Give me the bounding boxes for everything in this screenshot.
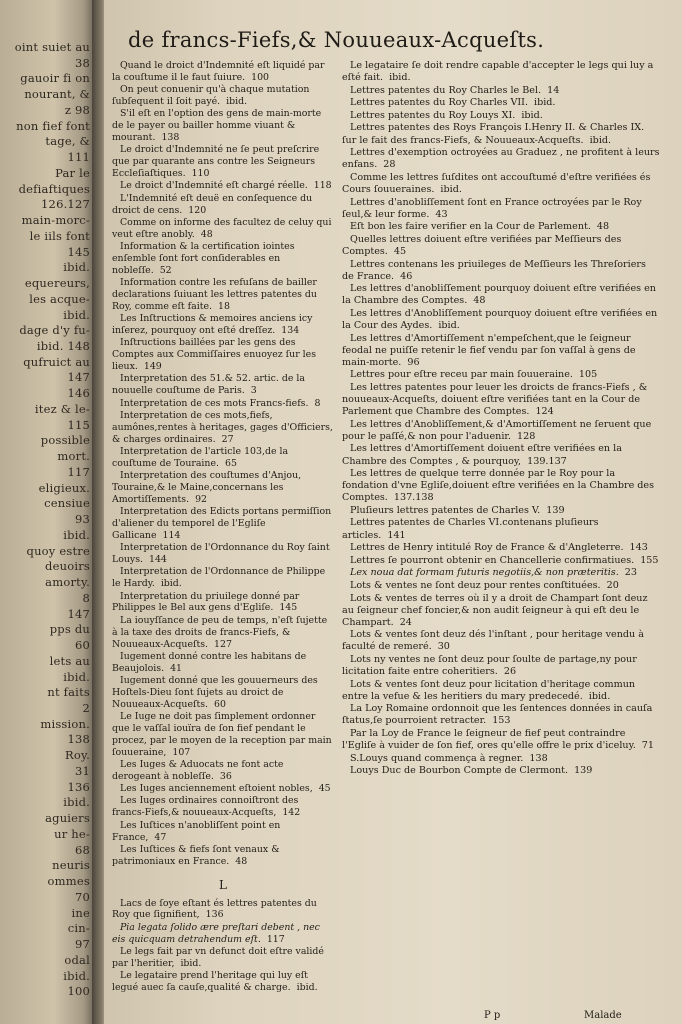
entry-text: Pia legata ſolido ære preſtari debent , nec eis quicquam detrahendum eſt. — [112, 921, 320, 945]
entry-text: Les lettres d'Anobliſſement,& d'Amortiſſement ne ſeruent que pour le paſſé,& non pour l'aduenir. — [342, 418, 652, 442]
entry-text: Lots & ventes ſont deuz pour licitation d'heritage commun entre la vefue & les heritiers du mary predecedé. — [342, 678, 636, 702]
entry-text: Information contre les refuſans de bailler declarations ſuiuant les lettres patentes du Roy, comme eſt faite. — [112, 277, 317, 312]
left-page-fragment: z 98 — [64, 103, 90, 117]
index-entry — [112, 277, 334, 313]
index-entry — [342, 369, 660, 381]
entry-text: Quand le droict d'Indemnité eſt liquidé par la couſtume il le faut ſuiure. — [112, 60, 325, 83]
index-entry — [342, 172, 660, 196]
entry-text: Les lettres d'Amortiſſement n'empeſchent,que le ſeigneur feodal ne puiſſe retenir le fief vendu par ſon vaſſal à gens de main-morte. — [342, 332, 636, 368]
left-page-fragment: eligieux. — [38, 481, 90, 495]
index-entry — [112, 795, 334, 819]
entry-page-ref: 43 — [435, 208, 448, 220]
entry-page-ref: 71 — [641, 740, 654, 752]
entry-page-ref: 138 — [161, 132, 180, 144]
entry-text: Les lettres patentes pour leuer les droicts de francs-Fiefs , & nouueaux-Acqueſts, doiuent eſtre verifiées tant en la Cour de Parlement que Chambre des Comptes. — [342, 381, 648, 418]
left-page-fragment: 145 — [67, 245, 90, 259]
left-page-fragment: 117 — [67, 465, 90, 479]
entry-page-ref: 36 — [219, 770, 232, 782]
right-page — [104, 0, 682, 1024]
left-page-fragment: 147 — [67, 370, 90, 384]
left-page-fragment: pps du — [49, 622, 90, 636]
left-page-fragment: dage d'y fu- — [19, 323, 90, 337]
index-entry — [342, 468, 660, 504]
left-page-fragment: 60 — [74, 638, 90, 652]
left-page-fragment: cin- — [67, 921, 90, 935]
entry-text: Les lettres d'Amortiſſement doiuent eſtre verifiées en la Chambre des Comptes , & pourquoy, — [342, 443, 622, 467]
entry-page-ref: 3 — [250, 385, 257, 397]
left-page-fragment: 8 — [82, 591, 90, 605]
entry-text: Comme on informe des facultez de celuy qui veut eſtre anobly. — [112, 216, 332, 240]
index-entry — [112, 844, 334, 868]
entry-page-ref: 153 — [492, 715, 511, 727]
index-entry — [112, 898, 334, 922]
entry-page-ref: 92 — [195, 493, 208, 505]
entry-page-ref: 48 — [200, 228, 213, 240]
index-entry — [112, 180, 334, 192]
index-entry — [112, 193, 334, 217]
entry-text: On peut conuenir qu'à chaque mutation ſubſequent il ſoit payé. — [112, 84, 310, 108]
index-entry — [112, 591, 334, 615]
left-page-fragment: censiue — [44, 496, 90, 510]
index-entry — [112, 84, 334, 108]
left-page-fragment: itez & le- — [34, 402, 90, 416]
entry-page-ref: 48 — [473, 295, 486, 307]
left-page-fragment: defiaftiques — [18, 182, 90, 196]
left-page-fragment: lets au — [49, 654, 90, 668]
entry-page-ref: 52 — [159, 264, 172, 276]
entry-text: Les Iuſtices n'anobliſſent point en France, — [112, 819, 281, 843]
entry-text: Interpretation de l'Ordonnance du Roy ſaint Louys. — [112, 542, 330, 566]
entry-text: Les lettres de quelque terre donnée par le Roy pour la fondation d'vne Egliſe,doiuent eſtre verifiées en la Chambre des Comptes. — [342, 468, 655, 504]
index-entry — [112, 217, 334, 241]
left-page-fragment: mort. — [57, 449, 90, 463]
entry-text: Interpretation de ces mots Francs-fiefs. — [120, 397, 309, 409]
left-page-fragment: ibid. 148 — [36, 339, 90, 353]
entry-text: Lettres ſe pourront obtenir en Chancellerie confirmatiues. — [350, 554, 635, 566]
left-page-fragment: 38 — [74, 56, 90, 70]
index-entry — [342, 110, 660, 122]
left-page-fragment: neuris — [52, 858, 90, 872]
entry-text: Lettres patentes de Charles VI.contenans pluſieurs articles. — [342, 517, 599, 541]
left-page-fragment: ommes — [47, 874, 90, 888]
entry-text: Pluſieurs lettres patentes de Charles V. — [350, 504, 541, 516]
entry-page-ref: 142 — [282, 807, 301, 819]
entry-page-ref: 48 — [235, 855, 248, 867]
index-entry — [342, 97, 660, 109]
left-page-fragment: possible — [40, 433, 90, 447]
entry-page-ref: 26 — [503, 666, 517, 678]
entry-page-ref: ibid. — [534, 97, 556, 109]
entry-text: S.Louys quand commença à regner. — [350, 752, 524, 764]
entry-page-ref: 149 — [143, 361, 162, 373]
index-entry — [342, 555, 660, 567]
left-page-fragment: 93 — [74, 512, 90, 526]
index-entry — [342, 542, 660, 554]
index-entry — [112, 108, 334, 144]
section-letter: L — [219, 877, 227, 892]
entry-page-ref: ibid. — [296, 981, 318, 993]
entry-text: Lettres patentes du Roy Louys XI. — [350, 109, 516, 121]
entry-page-ref: ibid. — [160, 578, 182, 590]
entry-text: Interpretation des 51.& 52. artic. de la nouuelle couſtume de Paris. — [112, 373, 305, 397]
left-page-fragment: 147 — [67, 607, 90, 621]
entry-page-ref: 141 — [387, 529, 406, 541]
entry-text: Le legs fait par vn defunct doit eſtre validé par l'heritier, — [112, 945, 324, 969]
entry-page-ref: 47 — [154, 831, 167, 843]
entry-page-ref: 48 — [596, 221, 610, 233]
entry-page-ref: ibid. — [389, 72, 411, 84]
entry-text: Quelles lettres doiuent eſtre verifiées par Meſſieurs des Comptes. — [342, 233, 622, 257]
left-page-fragment: ibid. — [63, 308, 90, 322]
left-page-fragment: ur he- — [54, 827, 90, 841]
left-page-fragment: 111 — [67, 150, 90, 164]
left-page-fragment: 68 — [74, 843, 90, 857]
entry-page-ref: ibid. — [226, 96, 248, 108]
entry-page-ref: 110 — [191, 168, 210, 180]
left-page-fragment: 115 — [67, 418, 90, 432]
index-entry — [112, 820, 334, 844]
entry-page-ref: 128 — [516, 430, 536, 442]
entry-page-ref: ibid. — [438, 319, 460, 331]
entry-text: Lex noua dat formam futuris negotiis,& non præteritis. — [350, 567, 619, 579]
entry-text: Lettres patentes du Roy Charles VII. — [350, 97, 529, 109]
left-page-fragment: 136 — [67, 780, 90, 794]
left-page-edge — [0, 0, 98, 1024]
index-entry — [342, 333, 660, 369]
entry-text: Lots & ventes ſont deuz dés l'inſtant , pour heritage vendu à faculté de remeré. — [342, 629, 644, 653]
index-entry — [112, 313, 334, 337]
entry-page-ref: 23 — [624, 567, 638, 579]
index-entry — [342, 221, 660, 233]
entry-page-ref: ibid. — [440, 183, 462, 195]
index-entry — [342, 517, 660, 541]
entry-text: Interpretation de ces mots,fiefs, aumônes,rentes à heritages, gages d'Officiers, & charges ordinaires. — [112, 409, 333, 445]
index-entry — [112, 398, 334, 410]
index-entry — [342, 580, 660, 592]
entry-page-ref: 139 — [574, 765, 593, 777]
index-entry — [342, 629, 660, 653]
entry-page-ref: 45 — [393, 245, 407, 257]
index-entry — [112, 946, 334, 970]
entry-text: Lettres contenans les priuileges de Meſſieurs les Threſoriers de France. — [342, 258, 646, 282]
entry-page-ref: 134 — [281, 325, 300, 337]
left-page-fragment: aguiers — [45, 811, 90, 825]
entry-text: Inſtructions baillées par les gens des Comptes aux Commiſſaires enuoyez ſur les lieux. — [112, 337, 317, 373]
entry-text: Lettres de Henry intitulé Roy de France & d'Angleterre. — [350, 542, 624, 554]
entry-page-ref: 127 — [214, 638, 232, 650]
page-footer — [104, 1010, 682, 1024]
left-page-fragment: 31 — [74, 764, 90, 778]
left-page-fragment: qufruict au — [23, 355, 90, 369]
index-entry — [342, 567, 660, 579]
left-page-fragment: tage, & — [45, 134, 90, 148]
entry-text: L'Indemnité eſt deuë en conſequence du droict de cens. — [112, 192, 313, 216]
entry-text: Les Inſtructions & memoires anciens icy inſerez, pourquoy ont eſté dreſſez. — [112, 313, 313, 337]
index-entry — [112, 542, 334, 566]
entry-text: Les Iuſtices & fiefs ſont venaux & patrimoniaux en France. — [112, 843, 280, 867]
entry-page-ref: 124 — [535, 406, 554, 418]
entry-text: La Loy Romaine ordonnoit que les ſentences données in cauſa ſtatus,ſe pourroient retracter. — [342, 703, 653, 727]
entry-text: Les lettres d'Anobliſſement pourquoy doiuent eſtre verifiées en la Cour des Aydes. — [342, 307, 658, 331]
index-entry — [342, 259, 660, 283]
entry-text: Iugement donné que les gouuerneurs des Hoſtels-Dieu ſont ſujets au droict de Nouueaux-Acqueſts. — [112, 675, 318, 710]
left-page-fragment: ibid. — [63, 670, 90, 684]
entry-text: Lots & ventes de terres où il y a droit de Champart ſont deuz au ſeigneur chef foncier,& non audit ſeigneur à qui eſt deu le Champart. — [342, 592, 648, 628]
index-entry — [342, 85, 660, 97]
entry-page-ref: 100 — [251, 71, 270, 83]
entry-text: Interpretation des Edicts portans permiſſion d'aliener du temporel de l'Egliſe Gallicane — [112, 506, 332, 541]
index-entry — [112, 506, 334, 542]
left-page-fragment: 100 — [67, 984, 90, 998]
index-entry — [112, 970, 334, 994]
index-entry — [342, 765, 660, 777]
entry-page-ref: 60 — [214, 698, 226, 710]
entry-page-ref: 139 — [546, 504, 565, 516]
entry-text: Iugement donné contre les habitans de Beaujolois. — [112, 650, 307, 674]
index-entry — [342, 382, 660, 418]
entry-text: Le droict d'Indemnité eſt chargé réelle. — [120, 180, 308, 192]
index-entry — [342, 654, 660, 678]
page-running-title: de francs-Fiefs,& Nouueaux-Acqueſts. — [128, 28, 545, 52]
index-entry — [342, 122, 660, 146]
left-page-fragment: odal — [64, 953, 90, 967]
entry-page-ref: ibid. — [588, 690, 611, 702]
entry-page-ref: 46 — [400, 270, 413, 282]
left-page-fragment: gauoir fi on — [20, 71, 90, 85]
left-page-fragment: 126.127 — [41, 197, 90, 211]
entry-page-ref: 20 — [606, 579, 619, 591]
entry-text: La iouyſſance de peu de temps, n'eſt ſujette à la taxe des droits de francs-Fiefs, & Nouueaux-Acqueſts. — [112, 614, 328, 650]
entry-text: Lettres d'anobliſſement ſont en France octroyées par le Roy ſeul,& leur forme. — [342, 196, 642, 220]
index-entry — [112, 446, 334, 470]
left-page-fragment: main-morc- — [21, 213, 90, 227]
entry-page-ref: 65 — [225, 457, 237, 469]
entry-page-ref: 117 — [266, 933, 285, 945]
index-entry — [112, 337, 334, 373]
entry-text: Lacs de ſoye eſtant és lettres patentes du Roy que ſignifient, — [112, 897, 317, 921]
index-entry — [112, 60, 334, 84]
left-page-fragment: ibid. — [63, 795, 90, 809]
entry-page-ref: 120 — [188, 204, 207, 216]
left-page-fragment: ibid. — [63, 969, 90, 983]
entry-text: Le droict d'Indemnité ne ſe peut preſcrire que par quarante ans contre les Seigneurs Eccleſiaſtiques. — [112, 144, 320, 180]
left-page-fragment: 2 — [82, 701, 90, 715]
index-entry — [342, 505, 660, 517]
entry-text: Le legataire prend l'heritage qui luy eſt legué auec ſa cauſe,qualité & charge. — [112, 970, 308, 993]
index-entry — [112, 566, 334, 590]
entry-page-ref: 137.138 — [393, 492, 434, 504]
entry-page-ref: 30 — [437, 641, 450, 653]
index-entry — [342, 703, 660, 727]
left-page-fragment: le iils font — [29, 229, 90, 243]
entry-text: Lettres patentes du Roy Charles le Bel. — [350, 84, 542, 96]
index-column-right — [342, 60, 660, 778]
entry-text: Lettres patentes des Roys François I.Henry II. & Charles IX. ſur le fait des francs-Fiefs, & Nouueaux-Acqueſts. — [342, 122, 645, 146]
entry-page-ref: 144 — [149, 554, 167, 566]
index-entry — [112, 410, 334, 446]
entry-text: Les Iuges & Aduocats ne font acte derogeant à nobleſſe. — [112, 758, 284, 782]
signature-mark: P p — [484, 1010, 501, 1021]
index-entry — [342, 679, 660, 703]
entry-page-ref: 14 — [547, 84, 560, 96]
index-entry — [342, 443, 660, 467]
left-page-fragment: 70 — [74, 890, 90, 904]
entry-text: Par la Loy de France le ſeigneur de fief peut contraindre l'Egliſe à vuider de ſon fief, ores qu'elle offre le prix d'iceluy. — [342, 728, 636, 752]
entry-page-ref: 139.137 — [527, 455, 567, 467]
index-entry — [112, 759, 334, 783]
left-page-fragment: non fief font — [16, 119, 90, 133]
left-page-fragment: 146 — [67, 386, 90, 400]
index-entry — [112, 470, 334, 506]
left-page-fragment: quoy estre — [26, 544, 90, 558]
left-page-fragment: mission. — [40, 717, 90, 731]
entry-text: Interpretation des couſtumes d'Anjou, Touraine,& le Maine,concernans les Amortiſſements. — [112, 470, 302, 505]
entry-text: Lots & ventes ne ſont deuz pour rentes conſtituées. — [350, 579, 601, 591]
index-entry — [342, 283, 660, 307]
entry-page-ref: 145 — [279, 602, 298, 614]
entry-page-ref: 8 — [314, 397, 321, 409]
entry-text: Le legataire ſe doit rendre capable d'accepter le legs qui luy a eſté fait. — [342, 60, 654, 84]
index-entry — [112, 241, 334, 277]
index-entry — [342, 308, 660, 332]
left-page-fragment: nt faits — [47, 685, 90, 699]
left-page-fragment: equereurs, — [24, 276, 90, 290]
left-page-fragment: les acque- — [29, 292, 90, 306]
index-entry — [342, 234, 660, 258]
entry-page-ref: ibid. — [589, 134, 612, 146]
entry-text: Les lettres d'anobliſſement pourquoy doiuent eſtre verifiées en la Chambre des Comptes. — [342, 283, 656, 307]
entry-page-ref: 41 — [170, 662, 182, 674]
index-entry — [112, 711, 334, 758]
entry-page-ref: 28 — [383, 159, 396, 171]
entry-text: Comme les lettres ſuſdites ont accouſtumé d'eſtre verifiées és Cours ſouueraines. — [342, 171, 651, 195]
entry-page-ref: 96 — [407, 356, 420, 368]
left-page-fragment: amorty. — [45, 575, 90, 589]
entry-page-ref: 24 — [399, 616, 412, 628]
index-entry — [342, 728, 660, 752]
left-page-fragment: nourant, & — [24, 87, 90, 101]
index-entry — [112, 144, 334, 180]
entry-text: Interpretation du priuilege donné par Philippes le Bel aux gens d'Egliſe. — [112, 590, 300, 614]
entry-page-ref: 143 — [629, 542, 648, 554]
left-page-fragment: ibid. — [63, 260, 90, 274]
index-entry — [342, 419, 660, 443]
index-entry — [112, 615, 334, 651]
left-page-fragment: Par le — [55, 166, 90, 180]
entry-page-ref: 114 — [162, 529, 181, 541]
entry-text: Interpretation de l'article 103,de la couſtume de Touraine. — [112, 446, 289, 469]
index-entry — [342, 197, 660, 221]
entry-page-ref: 155 — [640, 554, 659, 566]
entry-text: Le Iuge ne doit pas ſimplement ordonner que le vaſſal iouïra de ſon fief pendant le procez, par le moyen de la reception par main ſouueraine, — [112, 711, 332, 758]
entry-page-ref: 105 — [578, 369, 598, 381]
entry-text: Eſt bon les faire verifier en la Cour de Parlement. — [350, 221, 591, 233]
entry-text: Les Iuges ordinaires connoiſtront des francs-Fiefs,& nouueaux-Acqueſts, — [112, 795, 299, 819]
index-entry — [112, 373, 334, 397]
left-page-fragment: Roy. — [64, 748, 90, 762]
index-entry — [342, 593, 660, 629]
entry-page-ref: ibid. — [180, 957, 202, 969]
entry-text: S'il eſt en l'option des gens de main-morte de le payer ou bailler homme viuant & mourant. — [112, 108, 322, 144]
index-column-left — [112, 60, 334, 994]
left-page-fragment: 97 — [74, 937, 90, 951]
entry-page-ref: 18 — [218, 300, 230, 312]
catchword: Malade — [584, 1010, 622, 1021]
index-entry — [342, 60, 660, 84]
index-entry — [112, 783, 334, 795]
entry-page-ref: 45 — [318, 783, 331, 795]
index-entry — [342, 753, 660, 765]
entry-page-ref: 136 — [205, 909, 224, 921]
entry-text: Lettres d'exemption octroyées au Graduez , ne profitent à leurs enfans. — [342, 147, 660, 171]
index-entry — [342, 147, 660, 171]
index-entry — [112, 651, 334, 675]
entry-text: Information & la certification iointes enſemble ſont fort conſiderables en nobleſſe. — [112, 241, 295, 276]
entry-page-ref: 27 — [221, 433, 234, 445]
left-page-fragment: deuoirs — [45, 559, 90, 573]
entry-text: Louys Duc de Bourbon Compte de Clermont. — [350, 765, 569, 777]
entry-text: Interpretation de l'Ordonnance de Philippe le Hardy. — [112, 566, 326, 590]
entry-page-ref: ibid. — [521, 109, 543, 121]
entry-page-ref: 138 — [529, 752, 548, 764]
left-page-fragment: 138 — [67, 732, 90, 746]
entry-text: Lots ny ventes ne ſont deuz pour ſoulte de partage,ny pour licitation faite entre coheritiers. — [342, 654, 637, 678]
index-entry — [112, 675, 334, 711]
entry-text: Les Iuges anciennement eſtoient nobles, — [120, 783, 313, 795]
index-entry — [112, 922, 334, 946]
left-page-fragment: ibid. — [63, 528, 90, 542]
left-page-fragment: oint suiet au — [14, 40, 90, 54]
left-page-fragment: ine — [71, 906, 90, 920]
entry-page-ref: 118 — [313, 180, 332, 192]
entry-text: Lettres pour eſtre receu par main ſouueraine. — [350, 369, 573, 381]
entry-page-ref: 107 — [172, 746, 191, 758]
